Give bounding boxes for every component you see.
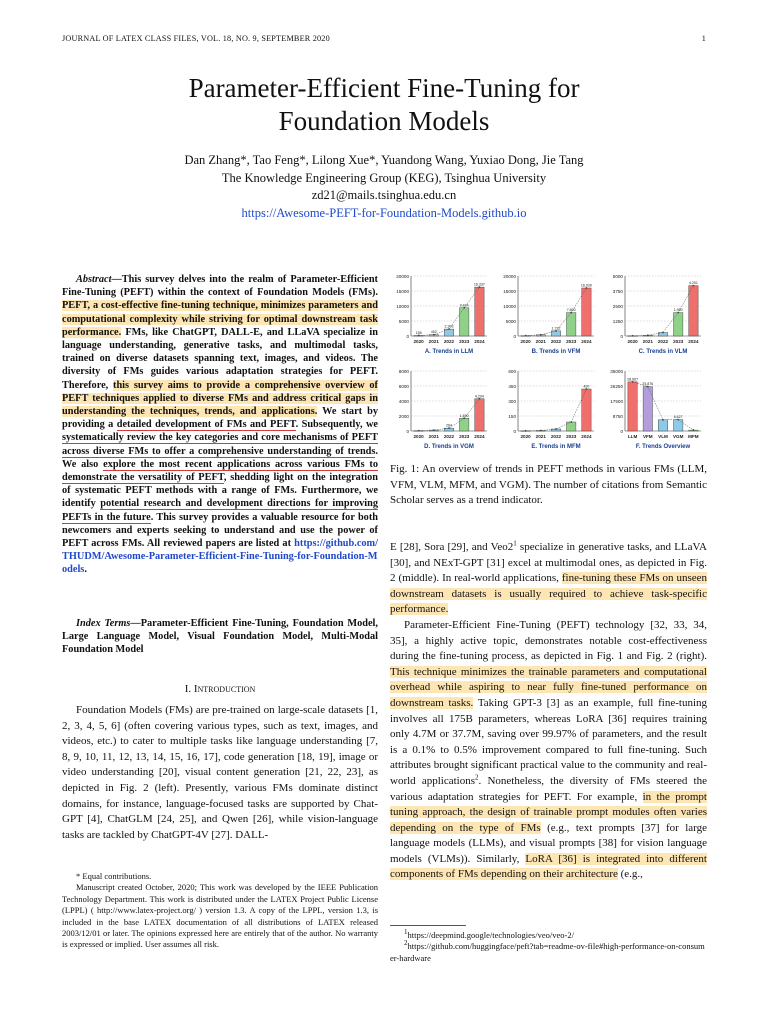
chart-trend-point [555, 428, 557, 430]
abstract-underline: potential research and development directions for improving PEFTs in the future [62, 498, 378, 523]
chart-title: B. Trends in VFM [531, 349, 581, 355]
chart-x-tick-label: 2023 [459, 339, 470, 344]
chart-x-tick-label: 2020 [520, 434, 531, 439]
chart-data-label: 16,030 [580, 283, 592, 288]
chart-title: D. Trends in VGM [424, 444, 474, 450]
manuscript-note: Manuscript created October, 2020; This work was developed by the IEEE Publication Technology Department. This work is distributed under the LATEX Project Public License (LPPL) ( http://www.latex-project.org/ ) version 1.3. A copy of the LPPL, version 1.3, is included in the base LATEX documentation of all distributions of LATEX released 2003/12/01 or later. The opinions expressed here are entirely that of the author. No warranty is expressed or implied. User assumes all risk. [62, 882, 378, 950]
github-repo-link[interactable]: https://github.com/THUDM/Awesome-Parameter-Efficient-Fine-Tuning-for-Foundation-Models [62, 538, 378, 576]
chart-title: F. Trends Overview [635, 444, 691, 450]
chart-data-label: 4,201 [688, 281, 698, 286]
chart-trend-point [525, 430, 527, 432]
abstract-text: —This survey delves into the realm of Parameter-Efficient Fine-Tuning (PEFT) within the context of Foundation Models (FMs). [62, 274, 378, 299]
abstract-text: FMs, like ChatGPT, DALL-E, and LLaVA specialize in language understanding, generative tasks, and multimodal tasks, trained on diverse datasets spanning text, images, and videos. The diversity of FMs guides various adaptation strategies for PEFT. Therefore, [62, 326, 378, 391]
footnote-number: 2 [404, 939, 408, 948]
chart-bar [628, 382, 637, 431]
chart-x-tick-label: 2023 [459, 434, 470, 439]
footnotes-left [62, 871, 378, 951]
highlighted-text: fine-tuning these FMs on unseen downstream datasets is usually required to achieve task-specific performance. [390, 572, 707, 616]
chart-y-tick-label: 8000 [398, 368, 409, 374]
chart-trend-point [677, 419, 679, 421]
body-text: Taking GPT-3 [3] as an example, full fine-tuning involves all 175B parameters, whereas LoRA [36] requires training only 4.7M or 37.7M, saving over 99.97% of parameters, and the result is a 0.1% to 0.5% improvement compared to full fine-tuning. Such attributes brought significant practical value to the community and real-world applications [390, 696, 707, 787]
chart-x-tick-label: VLM [658, 434, 668, 439]
chart-data-label: 9,424 [459, 303, 469, 308]
chart-y-tick-label: 35000 [610, 368, 623, 374]
chart-data-label: 16,337 [473, 282, 485, 287]
chart-x-tick-label: VFM [642, 434, 653, 439]
highlighted-text: This technique minimizes the trainable parameters and computational overhead while aspiring to near fully fine-tuned performance on downstream tasks. [390, 665, 707, 709]
chart-y-tick-label: 6000 [398, 383, 409, 389]
email: zd21@mails.tsinghua.edu.cn [311, 188, 457, 202]
chart-x-tick-label: 2024 [474, 434, 485, 439]
abstract-text: . Subsequently, we [295, 419, 378, 431]
chart-data-label: 25,876 [642, 382, 654, 387]
chart-trend-point [555, 330, 557, 332]
section-number: I. [184, 683, 192, 695]
chart-data-label: 1,690 [459, 413, 469, 418]
chart-trend-point [677, 312, 679, 314]
chart-bar [689, 286, 698, 336]
equal-contribution-note: * Equal contributions. [76, 871, 152, 881]
chart-bar [673, 313, 682, 336]
chart-y-tick-label: 5000 [612, 273, 623, 279]
chart-bar [444, 329, 453, 336]
chart-x-tick-label: 2022 [443, 339, 455, 344]
chart-title: E. Trends in MFM [531, 444, 581, 450]
intro-paragraph [62, 703, 378, 843]
chart-y-tick-label: 4000 [398, 398, 409, 404]
chart-y-tick-label: 600 [508, 368, 516, 374]
abstract-text: , shedding light on the integration of systematic PEFT methods with a range of FMs. Furthermore, we identify [62, 472, 378, 510]
chart-trend-point [647, 334, 649, 336]
abstract-label: Abstract [76, 274, 112, 285]
body-text: specialize in generative tasks, and LLaVA [30], and NExT-GPT [31] excel at multimodal ones, as depicted in Fig. 2 (middle). In real-world applications, [390, 541, 707, 585]
abstract-highlight: PEFT, a cost-effective fine-tuning technique, minimizes parameters and computational complexity while striving for optimal downstream task performance. [62, 300, 378, 338]
chart-x-tick-label: 2021 [535, 339, 546, 344]
abstract-text: . [84, 564, 87, 576]
chart-bar [643, 387, 652, 431]
page-number: 1 [701, 34, 706, 43]
footnote-marker[interactable]: 1 [513, 539, 517, 548]
chart-trend-line [633, 286, 694, 336]
chart-bar [658, 420, 667, 431]
chart-trend-point [463, 417, 465, 419]
footnote-veo-url[interactable]: https://deepmind.google/technologies/veo/veo-2/ [407, 930, 574, 940]
chart-y-tick-label: 0 [620, 428, 623, 434]
chart-data-label: 4,294 [474, 394, 484, 399]
chart-data-label: 158 [415, 330, 422, 335]
section-heading [62, 683, 378, 695]
chart-x-tick-label: LLM [627, 434, 638, 439]
chart-x-tick-label: 2022 [550, 434, 562, 439]
chart-x-tick-label: 2023 [566, 434, 577, 439]
chart-data-label: 2,303 [444, 324, 454, 329]
abstract-text: . This survey provides a valuable resource for both newcomers and experts seeking to understand and use the power of PEFT across FMs. All reviewed papers are listed at [62, 511, 378, 550]
chart-x-tick-label: 2021 [535, 434, 546, 439]
affiliation: The Knowledge Engineering Group (KEG), Tsinghua University [221, 170, 547, 185]
chart-y-tick-label: 450 [508, 383, 516, 389]
chart-data-label: 7,800 [566, 308, 576, 313]
chart-x-tick-label: 2024 [688, 339, 699, 344]
chart-y-tick-label: 8750 [612, 413, 623, 419]
chart-x-tick-label: 2021 [428, 339, 439, 344]
footnote-rule [390, 925, 466, 926]
chart-trend-point [632, 335, 634, 337]
chart-y-tick-label: 10000 [503, 303, 516, 309]
chart-trend-point [662, 419, 664, 421]
chart-y-tick-label: 1250 [612, 318, 623, 324]
chart-trend-point [525, 335, 527, 337]
index-terms-label: Index Terms [76, 618, 131, 629]
chart-y-tick-label: 0 [513, 428, 516, 434]
body-text: (e.g., [617, 868, 643, 881]
chart-bar [475, 287, 484, 336]
chart-data-label: 6,627 [673, 415, 683, 420]
chart-trend-point [586, 287, 588, 289]
chart-bar [673, 420, 682, 431]
chart-trend-point [418, 430, 420, 432]
chart-trend-point [433, 429, 435, 431]
chart-x-tick-label: 2020 [413, 434, 424, 439]
chart-y-tick-label: 10000 [396, 303, 409, 309]
abstract-text: . We also [62, 445, 378, 470]
chart-trend-line [526, 389, 587, 431]
body-text: . Nonetheless, the diversity of FMs steered the various adaptation strategies for PEFT. For example, [390, 774, 707, 803]
chart-data-label: 264 [446, 423, 452, 428]
chart-trend-point [479, 398, 481, 400]
author-block [0, 152, 768, 222]
chart-bar [475, 399, 484, 431]
chart-trend-point [418, 335, 420, 337]
index-terms [62, 617, 378, 657]
abstract-underline: explore the most recent applications across various FMs to demonstrate the versatility of PEFT [62, 458, 378, 484]
chart-trend-point [540, 430, 542, 432]
section-title: Introduction [193, 683, 256, 695]
body-text: (e.g., text prompts [37] for large language models (LLMs), and visual prompts [38] for vision language models (VLMs)). Similarly, [390, 821, 707, 865]
chart-x-tick-label: 2024 [474, 339, 485, 344]
chart-y-tick-label: 0 [513, 333, 516, 339]
chart-trend-point [433, 334, 435, 336]
chart-trend-point [570, 421, 572, 423]
title-line-2: Foundation Models [278, 106, 490, 136]
chart-y-tick-label: 17500 [610, 398, 623, 404]
chart-y-tick-label: 2000 [398, 413, 409, 419]
chart-y-tick-label: 15000 [396, 288, 409, 294]
chart-y-tick-label: 2500 [612, 303, 623, 309]
footnote-peft-url[interactable]: https://github.com/huggingface/peft?tab=readme-ov-file#high-performance-on-consumer-hardware [390, 941, 705, 963]
chart-y-tick-label: 0 [406, 428, 409, 434]
chart-y-tick-label: 15000 [503, 288, 516, 294]
abstract-underline: systematically review the key categories and core mechanisms of PEFT across diverse FMs to offer a comprehensive understanding of trends [62, 432, 378, 457]
chart-data-label: 452 [430, 330, 437, 335]
chart-trend-point [662, 332, 664, 334]
chart-x-tick-label: 2023 [566, 339, 577, 344]
chart-y-tick-label: 0 [406, 333, 409, 339]
chart-x-tick-label: VGM [672, 434, 684, 439]
chart-x-tick-label: 2024 [581, 434, 592, 439]
intro-text: Foundation Models (FMs) are pre-trained on large-scale datasets [1, 2, 3, 4, 5, 6] (often covering various types, such as text, images, and videos, etc.) to cater to multiple tasks like language understanding [7, 8, 9, 10, 11, 12, 13, 14, 15, 16, 17], code generation [18, 19], image or video understanding [20], visual content generation [21, 22, 23], as depicted in Fig. 2 (left). Presently, various FMs dominate distinct domains, for instance, language-focused tasks are supported by Chat-GPT [4], ChatGLM [24, 25], and Qwen [26], while vision-language tasks are tackled by ChatGPT-4V [27]. DALL- [62, 704, 378, 841]
chart-y-tick-label: 300 [508, 398, 516, 404]
chart-bar [582, 389, 591, 431]
abstract-text: We start by providing a [62, 406, 378, 431]
footnotes-right [390, 930, 707, 964]
chart-y-tick-label: 150 [508, 413, 516, 419]
chart-y-tick-label: 26250 [610, 383, 623, 389]
chart-x-tick-label: 2020 [413, 339, 424, 344]
author-list: Dan Zhang*, Tao Feng*, Lilong Xue*, Yuandong Wang, Yuxiao Dong, Jie Tang [184, 153, 584, 167]
title-line-1: Parameter-Efficient Fine-Tuning for [188, 73, 580, 103]
chart-title: A. Trends in LLM [424, 349, 474, 355]
chart-trend-point [693, 429, 695, 431]
chart-x-tick-label: MFM [688, 434, 699, 439]
footnote-number: 1 [404, 928, 408, 937]
chart-x-tick-label: 2024 [581, 339, 592, 344]
abstract [62, 273, 378, 577]
chart-x-tick-label: 2020 [627, 339, 638, 344]
figure-1-charts [387, 268, 710, 458]
running-header [62, 34, 706, 43]
chart-bar [582, 288, 591, 336]
footnote-marker[interactable]: 2 [475, 773, 479, 782]
body-text: E [28], Sora [29], and Veo2 [390, 541, 514, 553]
chart-trend-point [448, 328, 450, 330]
highlighted-text: in the prompt tuning approach, the design of trainable prompt modules often varies depending on the type of FMs [390, 790, 707, 834]
chart-x-tick-label: 2023 [673, 339, 684, 344]
body-text: Parameter-Efficient Fine-Tuning (PEFT) technology [32, 33, 34, 35], a highly active topic, demonstrates notable cost-effectiveness during the fine-tuning process, as depicted in Fig. 1 and Fig. 2 (right). [390, 618, 707, 663]
chart-trend-point [586, 388, 588, 390]
abstract-underline: detailed development of FMs and PEFT [116, 419, 296, 431]
chart-trend-point [647, 386, 649, 388]
chart-trend-point [540, 334, 542, 336]
paper-title [0, 72, 768, 138]
chart-y-tick-label: 5000 [505, 318, 516, 324]
chart-title: C. Trends in VLM [638, 349, 688, 355]
chart-bar [566, 313, 575, 336]
chart-trend-point [632, 381, 634, 383]
chart-trend-point [693, 285, 695, 287]
chart-x-tick-label: 2022 [657, 339, 669, 344]
chart-y-tick-label: 20000 [503, 273, 516, 279]
chart-data-label: 420 [583, 384, 590, 389]
chart-x-tick-label: 2020 [520, 339, 531, 344]
chart-x-tick-label: 2021 [428, 434, 439, 439]
index-terms-text: —Parameter-Efficient Fine-Tuning, Foundation Model, Large Language Model, Visual Foundation Model, Multi-Modal Foundation Model [62, 618, 378, 656]
chart-trend-point [448, 427, 450, 429]
figure-caption: Fig. 1: An overview of trends in PEFT methods in various FMs (LLM, VFM, VLM, MFM, and VGM). The number of citations from Semantic Scholar serves as a trend indicator. [390, 463, 707, 507]
chart-y-tick-label: 20000 [396, 273, 409, 279]
chart-x-tick-label: 2022 [550, 339, 562, 344]
project-url-link[interactable]: https://Awesome-PEFT-for-Foundation-Models.github.io [241, 205, 527, 220]
right-column-text [390, 540, 707, 883]
journal-name: JOURNAL OF LATEX CLASS FILES, VOL. 18, NO. 9, SEPTEMBER 2020 [62, 34, 330, 43]
chart-y-tick-label: 0 [620, 333, 623, 339]
chart-y-tick-label: 5000 [398, 318, 409, 324]
chart-x-tick-label: 2021 [642, 339, 653, 344]
chart-bar [566, 422, 575, 431]
chart-trend-point [570, 312, 572, 314]
highlighted-text: LoRA [36] is integrated into different components of FMs depending on their architecture [390, 852, 707, 881]
chart-data-label: 1,722 [551, 326, 561, 331]
chart-data-label: 28,667 [627, 377, 639, 382]
chart-data-label: 1,950 [673, 308, 683, 313]
chart-y-tick-label: 3750 [612, 288, 623, 294]
chart-trend-point [479, 286, 481, 288]
chart-x-tick-label: 2022 [443, 434, 455, 439]
chart-trend-point [463, 307, 465, 309]
abstract-highlight: this survey aims to provide a comprehensive overview of PEFT techniques applied to diverse FMs and address critical gaps in understanding the techniques, trends, and applications. [62, 379, 378, 418]
